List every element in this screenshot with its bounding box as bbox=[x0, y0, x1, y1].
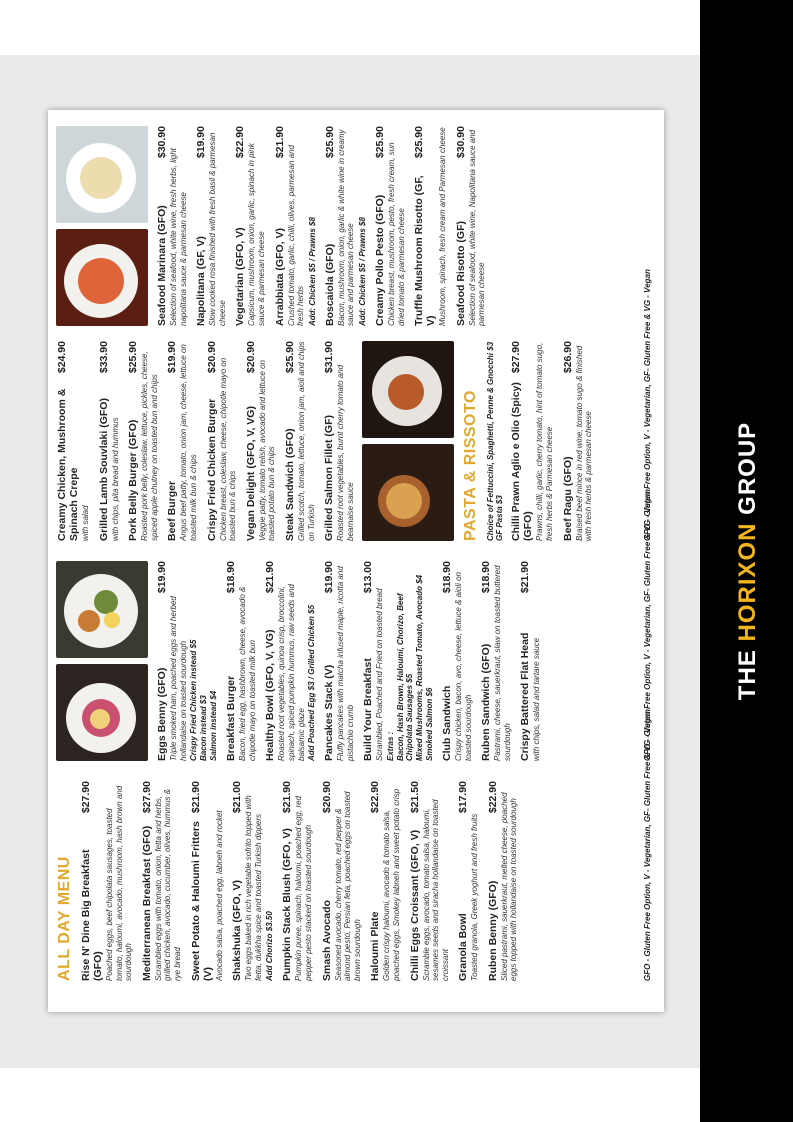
item-name: Steak Sandwich (GFO) bbox=[283, 428, 296, 541]
menu-item bbox=[190, 781, 225, 981]
item-description: with chips, pita bread and hummus bbox=[110, 417, 120, 541]
photo-row bbox=[362, 341, 454, 541]
food-photo-chicken bbox=[362, 341, 454, 438]
item-description: Golden crispy haloumi, avocado & tomato salsa, poached eggs, Smokey labneh and sweet potato crisp bbox=[382, 788, 401, 981]
item-description: Selection of seafood, white wine, fresh herbs, light napolitana sauce & parmesan cheese bbox=[169, 148, 188, 326]
menu-item bbox=[264, 561, 316, 761]
item-description: Braised beef mince in red wine, tomato sugo & finished with fresh herbs & parmesan cheese bbox=[574, 345, 594, 541]
menu-item bbox=[409, 781, 451, 981]
item-name: Grilled Lamb Souvlaki (GFO) bbox=[97, 398, 110, 541]
food-photo-creamy-pasta bbox=[56, 126, 148, 223]
menu-item bbox=[374, 126, 406, 326]
section-note: Choice of Fettuccini, Spaghetti, Penne & Gnocchi $3 GF Pasta $3 bbox=[486, 341, 505, 541]
item-description: Scramble eggs, avocado, tomato salsa, haloumi, sesames seeds and siracha hollandaise on toasted croissant bbox=[421, 799, 450, 981]
item-price: $17.90 bbox=[457, 781, 470, 814]
item-price: $18.90 bbox=[440, 561, 453, 594]
item-extra: Smoked Salmon $6 bbox=[424, 687, 434, 761]
menu-item bbox=[98, 341, 121, 541]
item-description: Capsicum, mushroom, onion, garlic, spinach in pink sauce & parmesan cheese bbox=[247, 143, 266, 326]
menu-item bbox=[519, 561, 542, 761]
item-price: $21.00 bbox=[231, 781, 244, 814]
menu-column-3 bbox=[56, 341, 634, 541]
item-price: $21.90 bbox=[264, 561, 277, 594]
item-name: Pumpkin Stack Blush (GFO, V) bbox=[281, 828, 294, 981]
brand-title bbox=[728, 301, 768, 821]
item-price: $27.90 bbox=[510, 341, 523, 374]
menu-column-2 bbox=[56, 561, 634, 761]
item-description: Bacon, mushroom, onion, garlic & white wine in creamy sauce and parmesan cheese bbox=[336, 129, 356, 326]
item-extra: Extras : bbox=[385, 731, 395, 761]
item-price: $25.90 bbox=[413, 126, 426, 159]
menu-item bbox=[156, 126, 188, 326]
item-description: Slow cooked rosa finished with fresh basil & parmesan cheese bbox=[208, 132, 227, 326]
item-name: Beef Burger bbox=[166, 480, 179, 541]
menu-item bbox=[324, 126, 367, 326]
menu-item bbox=[166, 341, 198, 541]
item-name: Napolitana (GF, V) bbox=[195, 236, 208, 326]
menu-item bbox=[156, 561, 218, 761]
menu-item bbox=[510, 341, 554, 541]
item-price: $24.90 bbox=[56, 341, 68, 374]
item-name: Truffle Mushroom Risotto (GF, V) bbox=[413, 175, 438, 326]
menu-item bbox=[284, 341, 316, 541]
item-price: $25.90 bbox=[283, 341, 296, 374]
photo-row bbox=[56, 561, 148, 761]
item-name: Sweet Potato & Haloumi Fritters (V) bbox=[189, 821, 214, 981]
item-price: $33.90 bbox=[97, 341, 110, 374]
item-price: $30.90 bbox=[156, 126, 168, 159]
item-name: Club Sandwich bbox=[440, 685, 453, 761]
brand-prefix: THE bbox=[734, 641, 761, 701]
item-name: Eggs Benny (GFO) bbox=[156, 667, 168, 761]
item-description: Triple smoked ham, poached eggs and herbed hollandaise on toasted sourdough bbox=[169, 596, 188, 761]
item-name: Vegetarian (GFO, V) bbox=[234, 227, 247, 326]
item-name: Rise N' Dine Big Breakfast (GFO) bbox=[80, 849, 104, 981]
menu-item bbox=[323, 561, 355, 761]
item-name: Granola Bowl bbox=[457, 913, 470, 981]
item-price: $18.90 bbox=[480, 561, 493, 594]
item-name: Chilli Prawn Aglio e Olio (Spicy) (GFO) bbox=[510, 382, 535, 541]
item-price: $22.90 bbox=[234, 126, 247, 159]
item-extra: Mixed Mushrooms, Roasted Tomato, Avocado $4 bbox=[414, 574, 424, 761]
menu-item bbox=[281, 781, 313, 981]
item-price: $22.90 bbox=[369, 781, 382, 814]
item-price: $25.90 bbox=[127, 341, 140, 374]
item-description: Toasted granola, Greek yoghurt and fresh fruits bbox=[470, 813, 480, 981]
menu-item bbox=[56, 341, 91, 541]
item-extra: Salmon instead $4 bbox=[209, 690, 219, 761]
item-description: Crispy chicken, bacon, avo, cheese, lettuce & aioli on toasted sourdough bbox=[453, 572, 473, 761]
item-description: Two eggs baked in rich vegetable sofrito topped with fetta, dukkha spice and toasted Turkish dippers bbox=[244, 795, 263, 981]
item-description: Avocado salsa, poached egg, labneh and rocket bbox=[214, 810, 224, 981]
item-name: Grilled Salmon Fillet (GF) bbox=[323, 414, 336, 541]
menu-item bbox=[206, 341, 238, 541]
item-description: Scrambled, Poached and Fried on toasted bread bbox=[375, 588, 385, 761]
item-name: Pancakes Stack (V) bbox=[323, 664, 336, 761]
item-price: $26.90 bbox=[561, 341, 574, 374]
menu-item bbox=[455, 126, 487, 326]
item-price: $19.90 bbox=[195, 126, 208, 159]
item-price: $25.90 bbox=[323, 126, 336, 159]
item-name: Chilli Eggs Croissant (GFO, V) bbox=[408, 829, 421, 981]
footnote: GFO - Gluten Free Option, V - Vegetarian, GF- Gluten Free & VG - Vegan bbox=[643, 269, 652, 541]
item-description: Pumpkin puree, spinach, haloumi, poached egg, red pepper pesto stacked on toasted sourdough bbox=[294, 795, 313, 981]
item-price: $27.90 bbox=[80, 781, 92, 814]
item-price: $20.90 bbox=[244, 341, 257, 374]
menu-item bbox=[441, 561, 473, 761]
menu-item bbox=[141, 781, 183, 981]
menu-item bbox=[413, 126, 448, 326]
item-description: Roasted root vegetables, burnt cherry tomato and bearnaise sauce bbox=[336, 364, 355, 541]
item-name: Crispy Battered Flat Head bbox=[519, 632, 532, 761]
item-price: $21.50 bbox=[408, 781, 421, 814]
menu-sheet bbox=[48, 110, 664, 1012]
item-name: Ruben Benny (GFO) bbox=[486, 880, 499, 981]
food-photo-eggs-benny bbox=[56, 664, 148, 761]
item-extra: Add Chorizo $3.50 bbox=[265, 911, 275, 981]
item-description: Seasoned avocado, cherry tomato, red pepper & almond pesto, Persian feta, poached eggs on toasted brown sourdough bbox=[333, 791, 362, 981]
menu-item bbox=[323, 341, 355, 541]
item-price: $20.90 bbox=[320, 781, 333, 814]
item-price: $22.90 bbox=[486, 781, 499, 814]
menu-item bbox=[234, 126, 266, 326]
item-description: Chicken breast, coleslaw, cheese, chipotle mayo on toasted bun & chips bbox=[218, 357, 238, 541]
food-photo-seafood-pasta bbox=[56, 229, 148, 326]
item-description: Poached eggs, beef chipolata sausages, toasted tomato, haloumi, avocado, mushroom, hash brown and sourdough bbox=[105, 785, 134, 981]
food-photo-burger bbox=[362, 444, 454, 541]
item-description: Chicken breast, mushroom, pesto, fresh cream, sun dried tomato & parmesan cheese bbox=[386, 142, 406, 326]
menu-item bbox=[480, 561, 512, 761]
item-description: Selection of seafood, white wine, Napolitana sauce and parmesan cheese bbox=[467, 129, 487, 326]
item-name: Creamy Chicken, Mushroom & Spinach Crepe bbox=[56, 388, 80, 541]
item-price: $20.90 bbox=[205, 341, 218, 374]
menu-item bbox=[225, 561, 257, 761]
food-photo-breakfast-plate bbox=[56, 561, 148, 658]
menu-item bbox=[274, 126, 317, 326]
item-name: Mediterranean Breakfast (GFO) bbox=[140, 825, 153, 981]
item-price: $19.90 bbox=[156, 561, 168, 594]
menu-item bbox=[245, 341, 277, 541]
item-name: Vegan Delight (GFO, V, VG) bbox=[244, 406, 257, 541]
item-price: $21.90 bbox=[189, 781, 202, 814]
item-name: Crispy Fried Chicken Burger bbox=[205, 398, 218, 541]
item-extra: Bacon instead $3 bbox=[199, 695, 209, 761]
item-name: Build Your Breakfast bbox=[362, 658, 375, 761]
item-description: Bacon, fried egg, hashbrown, cheese, avocado & chipotle mayo on toasted milk bun bbox=[238, 586, 257, 761]
item-description: Prawns, chilli, garlic, cherry tomato, hint of tomato sugo, fresh herbs & Parmesan cheese bbox=[535, 342, 554, 541]
menu-item bbox=[369, 781, 401, 981]
menu-item bbox=[321, 781, 363, 981]
item-name: Breakfast Burger bbox=[225, 675, 238, 761]
item-description: Mushroom, spinach, fresh cream and Parmesan cheese bbox=[438, 127, 448, 326]
item-name: Boscaiola (GFO) bbox=[323, 243, 336, 326]
item-name: Arrabbiata (GFO, V) bbox=[273, 227, 286, 326]
item-price: $27.90 bbox=[140, 781, 153, 814]
item-description: Fluffy pancakes with matcha infused maple, ricotta and pistachio crumb bbox=[336, 566, 355, 761]
item-extra: Crispy Fried Chicken instead $5 bbox=[189, 639, 199, 761]
item-price: $13.00 bbox=[362, 561, 375, 594]
section-heading: PASTA & RISSOTO bbox=[462, 390, 480, 541]
menu-column-4 bbox=[56, 126, 634, 326]
item-name: Creamy Pollo Pesto (GFO) bbox=[373, 194, 386, 326]
item-description: Pastrami, cheese, sauerkraut, slaw on toasted buttered sourdough bbox=[493, 565, 512, 761]
menu-item bbox=[562, 341, 594, 541]
item-description: Roasted pork belly, coleslaw, lettuce, pickles, cheese, spiced apple chutney on toasted bun and chips bbox=[140, 351, 159, 541]
item-price: $31.90 bbox=[323, 341, 336, 374]
item-name: Ruben Sandwich (GFO) bbox=[480, 643, 493, 761]
brand-highlight: HORIXON bbox=[734, 522, 761, 642]
menu-item bbox=[127, 341, 159, 541]
item-extra: Add: Chicken $5 / Prawns $8 bbox=[307, 217, 317, 326]
menu-item bbox=[457, 781, 480, 981]
item-price: $19.90 bbox=[323, 561, 336, 594]
menu-rotated bbox=[56, 121, 656, 1001]
item-description: Crushed tomato, garlic, chilli, olives, parmesan and fresh herbs bbox=[286, 145, 306, 326]
item-price: $19.90 bbox=[166, 341, 179, 374]
menu-item bbox=[80, 781, 134, 981]
item-extra: Add Poached Egg $3 / Grilled Chicken $5 bbox=[307, 604, 317, 761]
item-price: $30.90 bbox=[454, 126, 467, 159]
item-name: Pork Belly Burger (GFO) bbox=[127, 419, 140, 541]
menu-item bbox=[195, 126, 227, 326]
item-price: $21.90 bbox=[273, 126, 286, 159]
item-name: Healthy Bowl (GFO, V, VG) bbox=[264, 629, 277, 761]
item-name: Beef Ragu (GFO) bbox=[561, 456, 574, 541]
item-extra: Bacon, Hash Brown, Haloumi, Chorizo, Beef Chipolata Sausages $5 bbox=[395, 593, 414, 761]
menu-item bbox=[362, 561, 434, 761]
menu-column-1 bbox=[56, 781, 634, 981]
menu-item bbox=[487, 781, 519, 981]
item-name: Seafood Marinara (GFO) bbox=[156, 205, 168, 326]
footnote: GFO - Gluten Free Option, V - Vegetarian, GF- Gluten Free & VG - Vegan bbox=[643, 489, 652, 761]
item-price: $21.90 bbox=[519, 561, 532, 594]
item-description: with salad bbox=[81, 505, 90, 541]
item-extra: Add: Chicken $5 / Prawns $8 bbox=[357, 217, 367, 326]
item-name: Smash Avocado bbox=[320, 900, 333, 981]
item-name: Haloumi Plate bbox=[369, 911, 382, 981]
item-description: Sliced pastrami, sauerkraut, melted cheese, poached eggs topped with hollandaise on toasted sourdough bbox=[499, 792, 519, 981]
item-description: Grilled scotch, tomato, lettuce, onion jam, aioli and chips on Turkish bbox=[296, 341, 316, 541]
footnote: GFO - Gluten Free Option, V - Vegetarian, GF- Gluten Free & VG - Vegan bbox=[643, 709, 652, 981]
photo-row bbox=[56, 126, 148, 326]
item-price: $21.90 bbox=[281, 781, 294, 814]
section-heading: ALL DAY MENU bbox=[56, 856, 73, 981]
brand-suffix: GROUP bbox=[734, 421, 761, 523]
item-description: Veggie patty, tomato relish, avocado and lettuce on toasted potato bun & chips bbox=[257, 359, 277, 541]
item-description: with chips, salad and tartare sauce bbox=[532, 637, 542, 761]
item-name: Shakshuka (GFO, V) bbox=[231, 880, 244, 981]
item-description: Roasted root vegetables, quinoa crisp, broccolini, spinach, spiced pumpkin hummus, raw seeds and balsamic glaze bbox=[277, 584, 306, 761]
item-description: Scrambled eggs with tomato, onion, fetta and herbs, grilled chicken, avocado, cucumber, olives, hummus & rye bread bbox=[153, 788, 182, 981]
menu-item bbox=[231, 781, 274, 981]
item-price: $18.90 bbox=[225, 561, 238, 594]
item-price: $25.90 bbox=[373, 126, 386, 159]
item-name: Seafood Risotto (GF) bbox=[454, 221, 467, 326]
item-description: Angus beef patty, tomato, onion jam, cheese, lettuce on toasted milk bun & chips bbox=[179, 344, 198, 541]
